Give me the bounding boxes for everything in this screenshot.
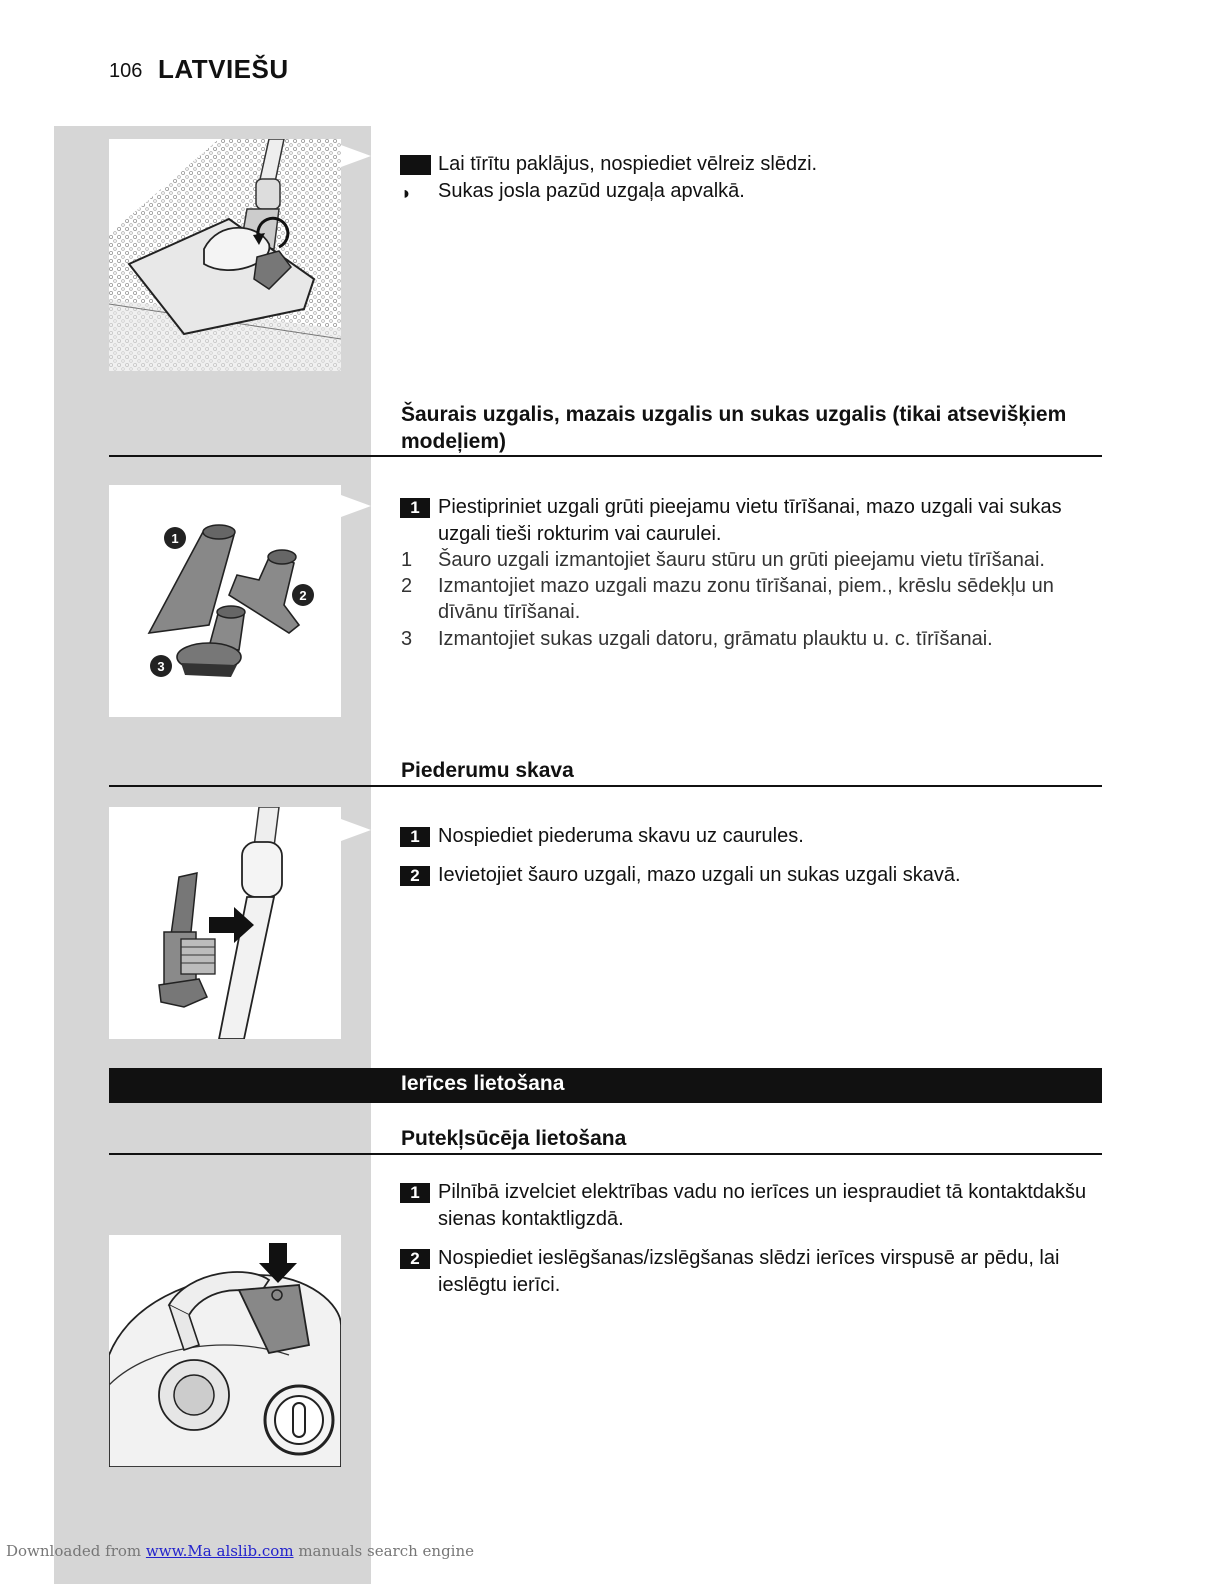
carpet-step [400,151,1100,178]
callout-pointer [341,819,371,841]
clip-heading: Piederumu skava [401,759,574,782]
clip-step-text: Ievietojiet šauro uzgali, mazo uzgali un sukas uzgali skavā. [438,864,961,886]
step-number: 1 [400,1183,430,1203]
footer-suffix: manuals search engine [293,1542,475,1560]
nozzles-step [400,494,1100,548]
item-number: 1 [401,549,413,571]
use-step-text: Pilnībā izvelciet elektrības vadu no ierīces un iespraudiet tā kontaktdakšu sienas kontaktligzdā. [438,1181,1087,1230]
section-rule [109,1153,1102,1155]
carpet-result [400,178,1100,205]
footer-link[interactable]: www.Ma alslib.com [145,1542,294,1560]
item-text: Izmantojiet sukas uzgali datoru, grāmatu plauktu u. c. tīrīšanai. [438,628,993,650]
carpet-result-text: Sukas josla pazūd uzgaļa apvalkā. [438,180,745,202]
nozzle-item [400,573,1100,625]
item-number: 3 [401,628,413,650]
page-language-title: LATVIEŠU [158,54,289,84]
step-number: 1 [400,827,430,847]
nozzles-heading: Šaurais uzgalis, mazais uzgalis un sukas uzgalis (tikai atsevišķiem modeļiem) [401,403,1067,453]
section-rule [109,455,1102,457]
nozzle-item [400,626,1100,652]
nozzles-illustration [109,485,341,717]
nozzle-item [400,547,1100,573]
callout-pointer [341,145,371,167]
use-heading: Putekļsūcēja lietošana [401,1127,627,1150]
item-text: Izmantojiet mazo uzgali mazu zonu tīrīšanai, piem., krēslu sēdekļu un dīvānu tīrīšanai. [438,575,1054,623]
step-number: 2 [400,866,430,886]
use-step [400,1179,1100,1233]
use-step [400,1245,1100,1299]
footer-prefix: Downloaded from [6,1542,146,1560]
step-number: 2 [400,1249,430,1269]
clip-step [400,862,1100,889]
section-bar [109,1068,1102,1103]
page-number: 106 [109,60,143,82]
vacuum-switch-illustration [109,1235,341,1467]
footer [6,1542,474,1560]
callout-3: 3 [157,659,165,674]
carpet-nozzle-illustration [109,139,341,371]
section-bar-title: Ierīces lietošana [401,1072,565,1095]
step-marker [400,155,431,175]
section-rule [109,785,1102,787]
nozzles-step-text: Piestipriniet uzgali grūti pieejamu vietu tīrīšanai, mazo uzgali vai sukas uzgali tieši rokturim vai caurulei. [438,496,1062,545]
step-number: 1 [400,498,430,518]
callout-pointer [341,495,371,517]
accessory-clip-illustration [109,807,341,1039]
callout-2: 2 [299,588,307,603]
clip-step [400,823,1100,850]
result-bullet-icon: ◗ [401,183,412,203]
item-number: 2 [401,575,413,597]
carpet-step-text: Lai tīrītu paklājus, nospiediet vēlreiz slēdzi. [438,153,818,175]
callout-1: 1 [171,531,179,546]
clip-step-text: Nospiediet piederuma skavu uz caurules. [438,825,804,847]
item-text: Šauro uzgali izmantojiet šauru stūru un grūti pieejamu vietu tīrīšanai. [438,549,1045,571]
use-step-text: Nospiediet ieslēgšanas/izslēgšanas slēdzi ierīces virspusē ar pēdu, lai ieslēgtu ierīci. [438,1247,1060,1296]
